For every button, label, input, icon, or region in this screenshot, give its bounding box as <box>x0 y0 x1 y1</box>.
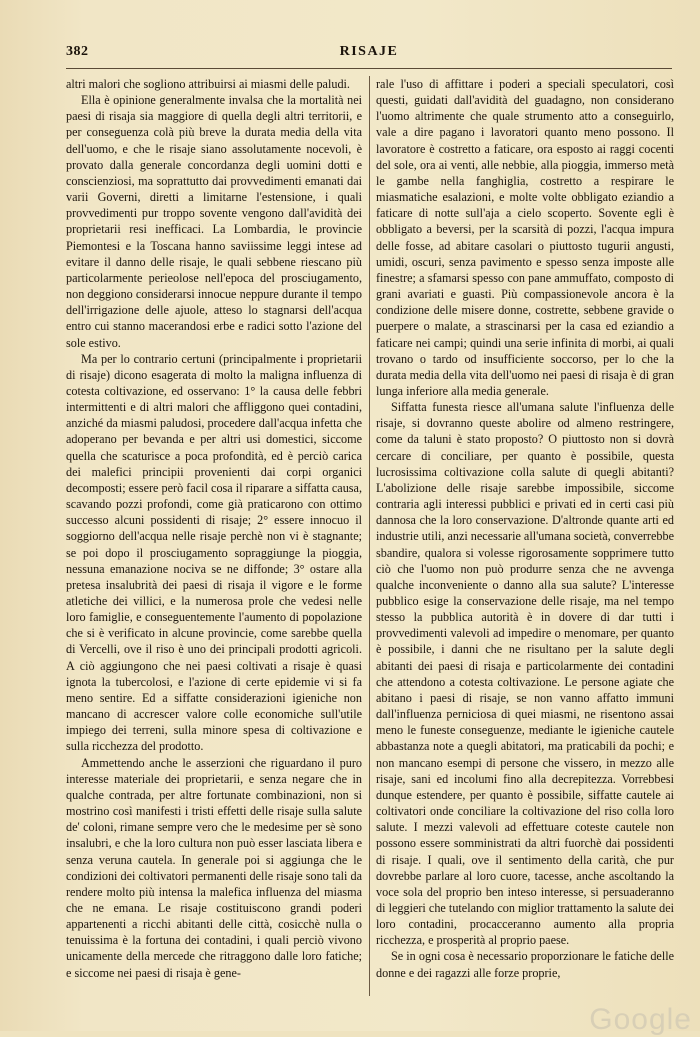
paragraph: Ella è opinione generalmente invalsa che la mortalità nei paesi di risaja sia maggiore di quella degli altri territorii, e per conseguenza colà più breve la durata media della vita dell'uomo, e che le risaje siano assolutamente nocevoli, è provato dalla generale concordanza degli uomini dotti e conscienziosi, ma soprattutto dai provvedimenti emanati dai varii Governi, diretti a limitarne l'estensione, i quali provvedimenti pur troppo sovente vengono dall'avidità dei proprietarii resi inefficaci. La Lombardia, le provincie Piemontesi e la Toscana hanno saviissime leggi intese ad evitare il danno delle risaje, le quali sebbene riescano più particolarmente perieolose nell'epoca del prosciugamento, non deggiono considerarsi innocue neppure durante il tempo dell'irrigazione delle ajuole, atteso lo stagnarsi dell'acqua entro cui stanno macerandosi erbe e radici sotto l'azione del sole estivo. <box>66 93 362 350</box>
left-column <box>66 76 362 981</box>
header-rule <box>66 68 672 69</box>
paragraph: rale l'uso di affittare i poderi a speciali speculatori, così questi, guidati dall'avidità del guadagno, non considerano l'uomo altrimente che quale strumento atto a conseguirlo, vale a dire pagano i lavoratori quanto meno possono. Il lavoratore è costretto a faticare, ora esposto ai raggi cocenti del sole, ora ai venti, alle nebbie, alla pioggia, immerso metà le gambe nella fanghiglia, costretto a respirare le miasmatiche esalazioni, e molte volte obbligato eziandio a faticare di notte sull'aja a cielo scoperto. Sovente egli è obbligato a beversi, per la scarsità di pozzi, l'acqua impura delle fosse, ad abitare casolari o piuttosto tugurii angusti, umidi, oscuri, senza pavimento e spesso senza imposte alle finestre; a sfamarsi spesso con pane ammuffato, composto di grani avariati e guasti. Più compassionevole ancora è la condizione delle misere donne, costrette, sebbene gravide o puerpere o malate, a strascinarsi per la casa ed eziandio a faticare nei campi; quindi una serie infinita di morbi, ai quali trovano o tardo od insufficiente soccorso, per lo che la durata media della vita dell'uomo nei paesi di risaja è di gran lunga inferiore alla media generale. <box>376 77 674 398</box>
right-column <box>376 76 674 981</box>
column-divider <box>369 76 370 996</box>
page-header <box>66 44 672 66</box>
paragraph: Siffatta funesta riesce all'umana salute l'influenza delle risaje, si dovranno queste abolire od almeno restringere, come da taluni è stato proposto? O piuttosto non si dovrà cercare di conciliare, per quanto è possibile, questa lucrosissima coltivazione colla salute di quegli abitanti? L'abolizione delle risaje sarebbe impossibile, siccome contraria agli interessi pubblici e privati ed in certi casi più dannosa che la loro conservazione. D'altronde quante arti ed industrie utili, anzi necessarie all'umana società, converrebbe sbandire, qualora si volesse rigorosamente sopprimere tutto ciò che l'uomo non può produrre senza che ne avvenga qualche inconveniente o danno alla sua salute? L'interesse pubblico esige la conservazione delle risaje, ma nel tempo stesso la pubblica autorità è in dovere di dar tutti i provvedimenti valevoli ad impedire o menomare, per quanto è possibile, i danni che ne risultano per la salute degli abitanti dei paesi di risaja e particolarmente dei contadini che attendono a cotesta coltivazione. Le persone agiate che abitano i paesi di risaje, se non vanno affatto immuni dall'influenza perniciosa di quei miasmi, ne risentono assai meno le funeste conseguenze, mediante le igieniche cautele abbastanza note a quegli abitatori, ma praticabili da pochi; e non mancano esempi di persone che vissero, in mezzo alle risaje, sani ed incolumi fino alla decrepitezza. Vorrebbesi dunque estendere, per quanto è possibile, siffatte cautele ai coltivatori onde conciliare la coltivazione del riso colla loro salute. I mezzi valevoli ad effettuare coteste cautele non possono essere somministrati da altri fuorchè dai possidenti di risaje. I quali, ove il sentimento della carità, che pur dovrebbe parlare al loro cuore, tacesse, anche ascoltando la voce sola del proprio ben inteso interesse, si persuaderanno di leggieri che tutelando con miglior trattamento la salute dei loro contadini, procacceranno aumento alla propria ricchezza, e prosperità al proprio paese. <box>376 400 674 948</box>
watermark: Google <box>589 1003 692 1036</box>
page-number: 382 <box>66 44 89 59</box>
paragraph: Ammettendo anche le asserzioni che riguardano il puro interesse materiale dei proprietarii, e senza negare che in qualche contrada, per altre fortunate combinazioni, non si mostrino così manifesti i tristi effetti delle risaje sulla salute de' coloni, rimane sempre vero che le medesime per sè sono insalubri, e che la loro cultura non può esser lasciata libera e senza veruna cautela. In generale poi si aggiunga che le condizioni dei coltivatori permanenti delle risaje sono tali da rendere molto più intensa la malefica influenza del miasma che ne emana. Le risaje costituiscono grandi poderi appartenenti a ricchi abitanti delle città, cosicchè nulla o tenuissima è la fortuna dei contadini, i quali perciò vivono unicamente della mercede che ritraggono dalle loro fatiche; e siccome nei paesi di risaja è gene- <box>66 755 362 980</box>
paragraph: Ma per lo contrario certuni (principalmente i proprietarii di risaje) dicono esagerata di molto la maligna influenza di cotesta coltivazione, ed osservano: 1° la causa delle febbri intermittenti e di altri malori che affliggono quei contadini, anziché da miasmi paludosi, procedere dall'acqua infetta che adoperano per bevanda e per altri usi domestici, siccome quella che scaturisce a poca profondità, ed è perciò carica dei malefici principii provenienti dai corpi organici decomposti; essere però facil cosa il riparare a siffatta causa, scavando pozzi profondi, come già praticarono con ottimo successo alcuni possidenti di risaje; 2° essere innocuo il soggiorno dell'acqua nelle risaje perchè non vi è stagnante; se poi dopo il prosciugamento sopraggiunge la pioggia, nessuna emanazione nociva se ne diffonde; 3° ostare alla pretesa insalubrità dei paesi di risaja il vigore e le forme atletiche dei villici, e la numerosa prole che vedesi nelle loro famiglie, e conseguentemente l'aumento di popolazione che si è verificato in alcune provincie, come sarebbe quella di Vercelli, ove il riso è uno dei principali prodotti agricoli. A ciò aggiungono che nei paesi coltivati a risaje è quasi ignota la tubercolosi, e l'azione di certe epidemie vi si fa meno sentire. Ed a siffatte considerazioni igieniche non mancano di accrescer valore colle economiche sull'utile impiego dei terreni, sulla minore spesa di coltivazione e sulla ricchezza del prodotto. <box>66 351 362 754</box>
paragraph: Se in ogni cosa è necessario proporzionare le fatiche delle donne e dei ragazzi alle forze proprie, <box>376 949 674 980</box>
running-title: RISAJE <box>339 44 399 59</box>
paragraph: altri malori che sogliono attribuirsi ai miasmi delle paludi. <box>66 77 350 91</box>
